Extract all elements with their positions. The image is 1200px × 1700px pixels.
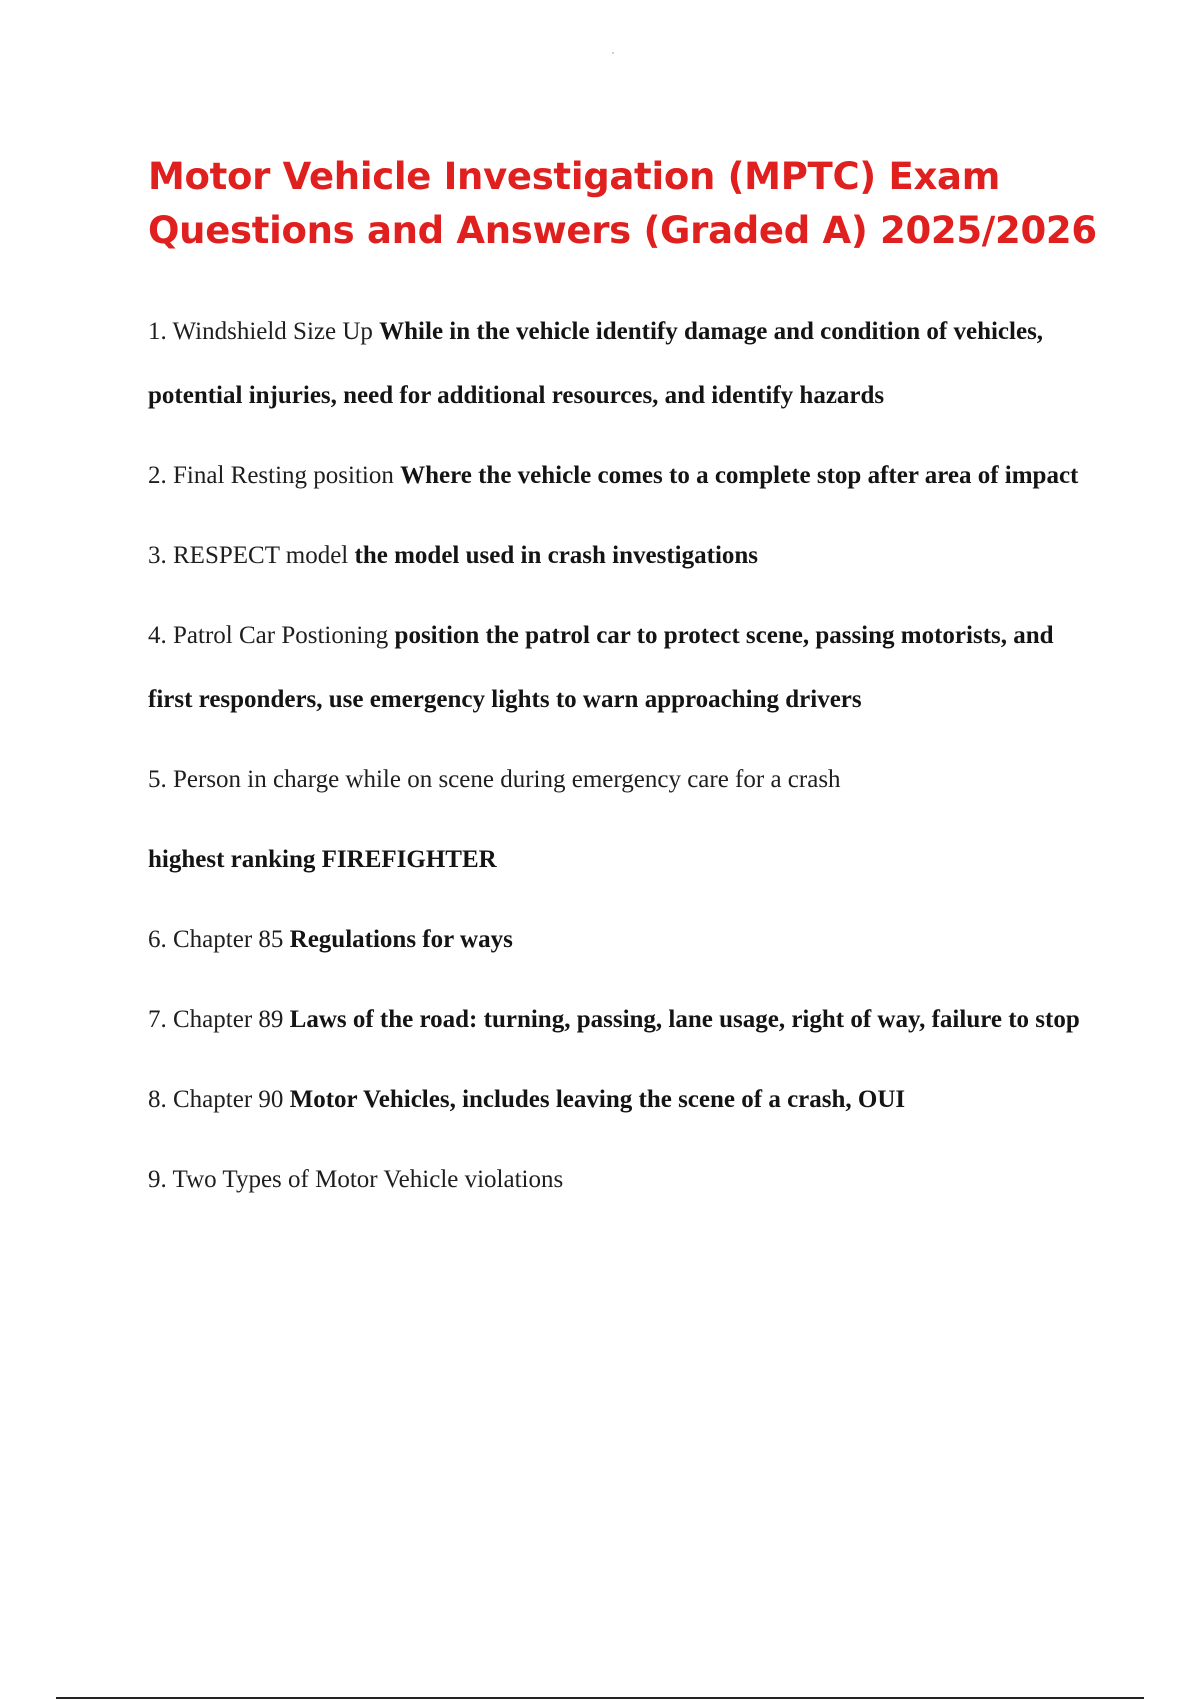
qa-item-4 bbox=[148, 604, 1098, 732]
qa-term: 2. Final Resting position bbox=[148, 462, 401, 489]
qa-term: 9. Two Types of Motor Vehicle violations bbox=[148, 1166, 564, 1193]
qa-item-8 bbox=[148, 1068, 1098, 1132]
qa-term: 5. Person in charge while on scene during emergency care for a crash bbox=[148, 766, 841, 793]
scan-mark bbox=[612, 52, 614, 54]
qa-term: 4. Patrol Car Postioning bbox=[148, 622, 395, 649]
qa-answer: the model used in crash investigations bbox=[354, 542, 759, 569]
qa-term: 6. Chapter 85 bbox=[148, 926, 290, 953]
qa-term: 8. Chapter 90 bbox=[148, 1086, 290, 1113]
qa-item-5 bbox=[148, 748, 1098, 892]
qa-answer: While in the vehicle identify damage and condition of vehicles, potential injuries, need for additional resources, and identify hazards bbox=[148, 318, 1044, 409]
qa-answer: Laws of the road: turning, passing, lane usage, right of way, failure to stop bbox=[289, 1006, 1080, 1033]
qa-term: 3. RESPECT model bbox=[148, 542, 355, 569]
qa-item-6 bbox=[148, 908, 1098, 972]
qa-item-9 bbox=[148, 1148, 1098, 1212]
qa-answer: Motor Vehicles, includes leaving the scene of a crash, OUI bbox=[289, 1086, 906, 1113]
qa-item-3 bbox=[148, 524, 1098, 588]
footer-rule bbox=[56, 1697, 1144, 1699]
qa-term: 7. Chapter 89 bbox=[148, 1006, 290, 1033]
qa-answer: Where the vehicle comes to a complete stop after area of impact bbox=[400, 462, 1079, 489]
qa-answer: highest ranking FIREFIGHTER bbox=[148, 846, 497, 873]
qa-term: 1. Windshield Size Up bbox=[148, 318, 380, 345]
qa-answer: position the patrol car to protect scene, passing motorists, and first responders, use emergency lights to warn approaching drivers bbox=[148, 622, 1054, 713]
qa-list bbox=[148, 300, 1098, 1228]
qa-answer: Regulations for ways bbox=[289, 926, 513, 953]
document-title: Motor Vehicle Investigation (MPTC) Exam Questions and Answers (Graded A) 2025/2026 bbox=[148, 155, 1097, 252]
qa-item-2 bbox=[148, 444, 1098, 508]
qa-item-7 bbox=[148, 988, 1098, 1052]
qa-item-1 bbox=[148, 300, 1098, 428]
